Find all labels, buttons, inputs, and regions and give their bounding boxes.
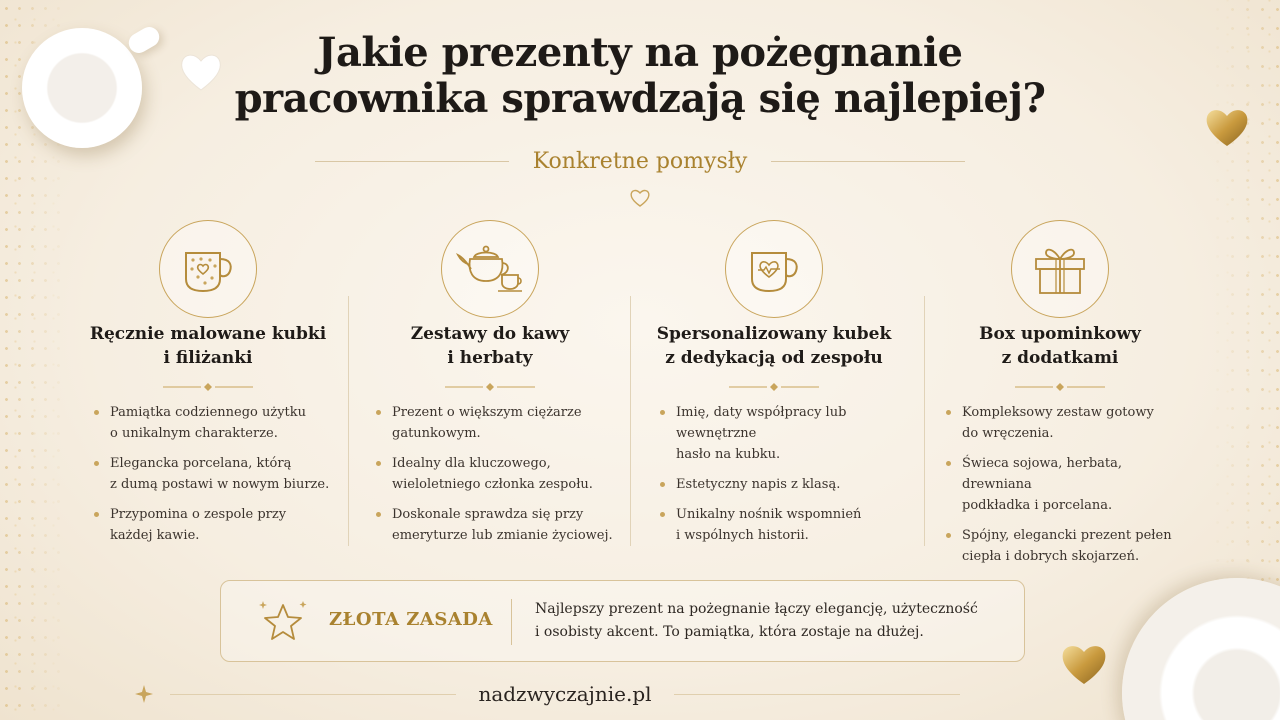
list-item	[944, 453, 1194, 516]
ornament-divider	[729, 382, 819, 392]
card-title-line: z dodatkami	[1001, 348, 1119, 368]
bullet-list	[944, 402, 1194, 576]
card-title	[634, 322, 914, 370]
card-title	[350, 322, 630, 370]
teapot-icon	[456, 235, 524, 303]
list-item-line: emeryturze lub zmianie życiowej.	[392, 528, 613, 543]
divider-line	[674, 694, 960, 695]
card-title-line: Zestawy do kawy	[410, 324, 570, 344]
heart-outline-icon	[629, 188, 651, 208]
title-line: Jakie prezenty na pożegnanie	[317, 29, 963, 76]
list-item-line: Imię, daty współpracy lub wewnętrzne	[676, 405, 847, 441]
list-item	[658, 402, 908, 465]
list-item	[92, 453, 342, 495]
card-title	[920, 322, 1200, 370]
golden-rule-text	[535, 598, 1015, 644]
golden-rule-line: i osobisty akcent. To pamiątka, która zostaje na dłużej.	[535, 624, 924, 640]
list-item	[374, 402, 624, 444]
list-item	[944, 402, 1194, 444]
golden-rule-box	[220, 580, 1025, 662]
card-title-line: Spersonalizowany kubek	[656, 324, 892, 344]
icon-circle	[441, 220, 539, 318]
list-item-line: Unikalny nośnik wspomnień	[676, 507, 862, 522]
golden-rule-label: ZŁOTA ZASADA	[329, 609, 493, 630]
list-item-line: Doskonale sprawdza się przy	[392, 507, 584, 522]
list-item-line: ciepła i dobrych skojarzeń.	[962, 549, 1140, 564]
list-item-line: Pamiątka codziennego użytku	[110, 405, 307, 420]
white-saucer-decoration	[1122, 578, 1280, 720]
footer	[140, 682, 960, 706]
title-line: pracownika sprawdzają się najlepiej?	[234, 75, 1046, 122]
ornament-divider	[163, 382, 253, 392]
list-item-line: każdej kawie.	[110, 528, 200, 543]
star-icon	[255, 595, 311, 649]
list-item	[658, 504, 908, 546]
subtitle: Konkretne pomysły	[532, 148, 748, 174]
gold-heart-icon	[1058, 640, 1110, 688]
vertical-divider	[511, 599, 512, 645]
list-item-line: Spójny, elegancki prezent pełen	[962, 528, 1172, 543]
painted-mug-icon	[174, 235, 242, 303]
card-title-line: z dedykacją od zespołu	[665, 348, 883, 368]
bullet-list	[92, 402, 342, 555]
list-item	[658, 474, 908, 495]
icon-circle	[159, 220, 257, 318]
list-item-line: Kompleksowy zestaw gotowy	[962, 405, 1154, 420]
ornament-divider	[445, 382, 535, 392]
gift-idea-card	[68, 220, 348, 560]
list-item	[944, 525, 1194, 567]
list-item-line: podkładka i porcelana.	[962, 498, 1113, 513]
column-separator	[630, 296, 631, 546]
list-item	[374, 504, 624, 546]
site-link[interactable]: nadzwyczajnie.pl	[478, 682, 652, 706]
list-item-line: Przypomina o zespole przy	[110, 507, 287, 522]
list-item-line: i wspólnych historii.	[676, 528, 809, 543]
list-item-line: Idealny dla kluczowego,	[392, 456, 551, 471]
bullet-list	[374, 402, 624, 555]
gift-idea-card	[634, 220, 914, 560]
card-title-line: Box upominkowy	[979, 324, 1141, 344]
ornament-divider	[1015, 382, 1105, 392]
card-title-line: i herbaty	[447, 348, 533, 368]
golden-rule-line: Najlepszy prezent na pożegnanie łączy elegancję, użyteczność	[535, 601, 978, 617]
divider-line	[170, 694, 456, 695]
divider-line	[315, 161, 509, 162]
divider-line	[771, 161, 965, 162]
icon-circle	[1011, 220, 1109, 318]
list-item-line: do wręczenia.	[962, 426, 1054, 441]
list-item	[92, 402, 342, 444]
list-item-line: Prezent o większym ciężarze	[392, 405, 582, 420]
page-title	[0, 30, 1280, 122]
icon-circle	[725, 220, 823, 318]
gift-box-icon	[1026, 235, 1094, 303]
list-item-line: z dumą postawi w nowym biurze.	[110, 477, 330, 492]
list-item-line: Świeca sojowa, herbata, drewniana	[962, 456, 1123, 492]
list-item-line: wieloletniego członka zespołu.	[392, 477, 593, 492]
card-title	[68, 322, 348, 370]
column-separator	[348, 296, 349, 546]
bullet-list	[658, 402, 908, 555]
list-item-line: hasło na kubku.	[676, 447, 781, 462]
subtitle-row	[315, 146, 965, 176]
list-item-line: Elegancka porcelana, którą	[110, 456, 292, 471]
list-item	[374, 453, 624, 495]
card-title-line: Ręcznie malowane kubki	[89, 324, 327, 344]
gift-idea-card	[920, 220, 1200, 564]
list-item-line: gatunkowym.	[392, 426, 481, 441]
list-item-line: o unikalnym charakterze.	[110, 426, 278, 441]
list-item-line: Estetyczny napis z klasą.	[676, 477, 841, 492]
card-title-line: i filiżanki	[163, 348, 253, 368]
heart-mug-icon	[740, 235, 808, 303]
list-item	[92, 504, 342, 546]
gift-idea-card	[350, 220, 630, 560]
